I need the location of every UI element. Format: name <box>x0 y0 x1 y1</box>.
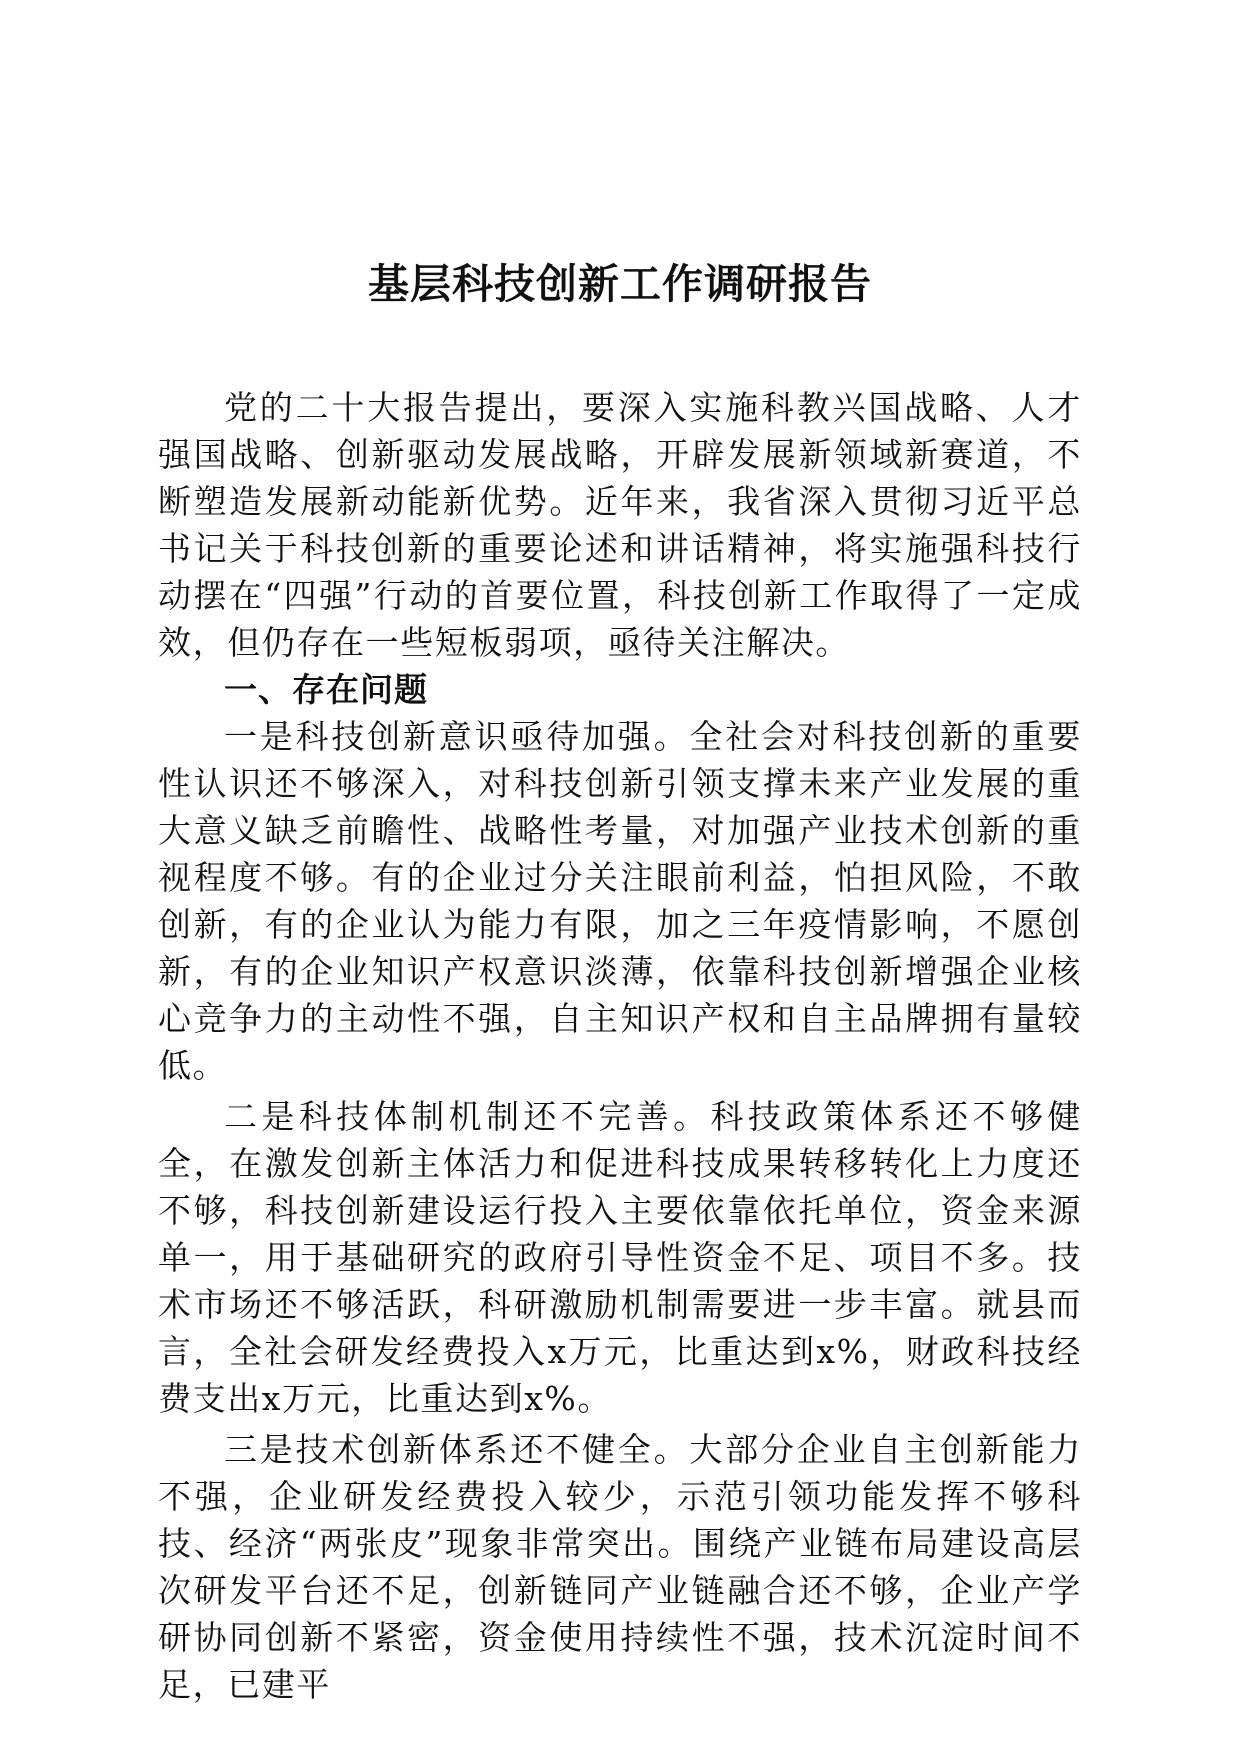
intro-paragraph: 党的二十大报告提出，要深入实施科教兴国战略、人才强国战略、创新驱动发展战略，开辟发展新领域新赛道，不断塑造发展新动能新优势。近年来，我省深入贯彻习近平总书记关于科技创新的重要论述和讲话精神，将实施强科技行动摆在“四强”行动的首要位置，科技创新工作取得了一定成效，但仍存在一些短板弱项，亟待关注解决。 <box>158 388 1082 662</box>
document-title: 基层科技创新工作调研报告 <box>368 260 872 308</box>
section-heading-problems: 一、存在问题 <box>224 670 428 709</box>
problem-paragraph-2: 二是科技体制机制还不完善。科技政策体系还不够健全，在激发创新主体活力和促进科技成果转移转化上力度还不够，科技创新建设运行投入主要依靠依托单位，资金来源单一，用于基础研究的政府引导性资金不足、项目不多。技术市场还不够活跃，科研激励机制需要进一步丰富。就县而言，全社会研发经费投入x万元，比重达到x%，财政科技经费支出x万元，比重达到x%。 <box>158 1097 1082 1418</box>
document-body <box>158 384 1082 1708</box>
problem-paragraph-1: 一是科技创新意识亟待加强。全社会对科技创新的重要性认识还不够深入，对科技创新引领支撑未来产业发展的重大意义缺乏前瞻性、战略性考量，对加强产业技术创新的重视程度不够。有的企业过分关注眼前利益，怕担风险，不敢创新，有的企业认为能力有限，加之三年疫情影响，不愿创新，有的企业知识产权意识淡薄，依靠科技创新增强企业核心竞争力的主动性不强，自主知识产权和自主品牌拥有量较低。 <box>158 717 1082 1085</box>
problem-paragraph-3: 三是技术创新体系还不健全。大部分企业自主创新能力不强，企业研发经费投入较少，示范引领功能发挥不够科技、经济“两张皮”现象非常突出。围绕产业链布局建设高层次研发平台还不足，创新链同产业链融合还不够，企业产学研协同创新不紧密，资金使用持续性不强，技术沉淀时间不足，已建平 <box>158 1430 1082 1704</box>
